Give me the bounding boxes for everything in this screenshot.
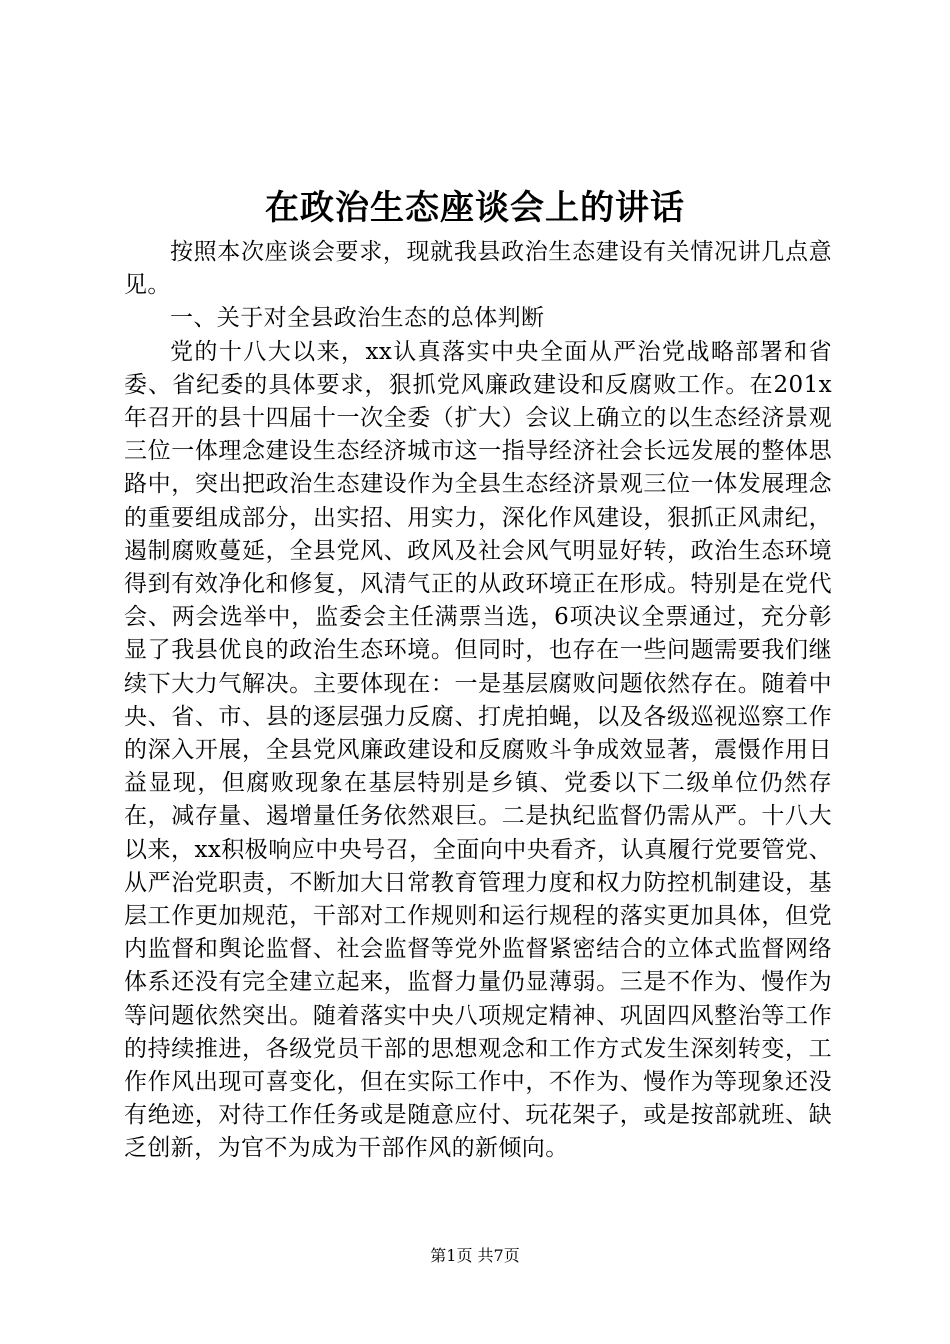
page-number: 第1页 共7页 xyxy=(430,1246,520,1265)
document-title: 在政治生态座谈会上的讲话 xyxy=(265,188,685,228)
paragraph-intro: 按照本次座谈会要求，现就我县政治生态建设有关情况讲几点意见。 xyxy=(124,239,832,299)
document-body xyxy=(124,236,832,1166)
paragraph-main: 党的十八大以来，xx认真落实中央全面从严治党战略部署和省委、省纪委的具体要求，狠抓党风廉政建设和反腐败工作。在201x年召开的县十四届十一次全委（扩大）会议上确立的以生态经济景观三位一体理念建设生态经济城市这一指导经济社会长远发展的整体思路中，突出把政治生态建设作为全县生态经济景观三位一体发展理念的重要组成部分，出实招、用实力，深化作风建设，狠抓正风肃纪，遏制腐败蔓延，全县党风、政风及社会风气明显好转，政治生态环境得到有效净化和修复，风清气正的从政环境正在形成。特别是在党代会、两会选举中，监委会主任满票当选，6项决议全票通过，充分彰显了我县优良的政治生态环境。但同时，也存在一些问题需要我们继续下大力气解决。主要体现在：一是基层腐败问题依然存在。随着中央、省、市、县的逐层强力反腐、打虎拍蝇，以及各级巡视巡察工作的深入开展，全县党风廉政建设和反腐败斗争成效显著，震慑作用日益显现，但腐败现象在基层特别是乡镇、党委以下二级单位仍然存在，减存量、遏增量任务依然艰巨。二是执纪监督仍需从严。十八大以来，xx积极响应中央号召，全面向中央看齐，认真履行党要管党、从严治党职责，不断加大日常教育管理力度和权力防控机制建设，基层工作更加规范，干部对工作规则和运行规程的落实更加具体，但党内监督和舆论监督、社会监督等党外监督紧密结合的立体式监督网络体系还没有完全建立起来，监督力量仍显薄弱。三是不作为、慢作为等问题依然突出。随着落实中央八项规定精神、巩固四风整治等工作的持续推进，各级党员干部的思想观念和工作方式发生深刻转变，工作作风出现可喜变化，但在实际工作中，不作为、慢作为等现象还没有绝迹，对待工作任务或是随意应付、玩花架子，或是按部就班、缺乏创新，为官不为成为干部作风的新倾向。 xyxy=(124,338,832,1162)
section-heading: 一、关于对全县政治生态的总体判断 xyxy=(170,305,545,332)
